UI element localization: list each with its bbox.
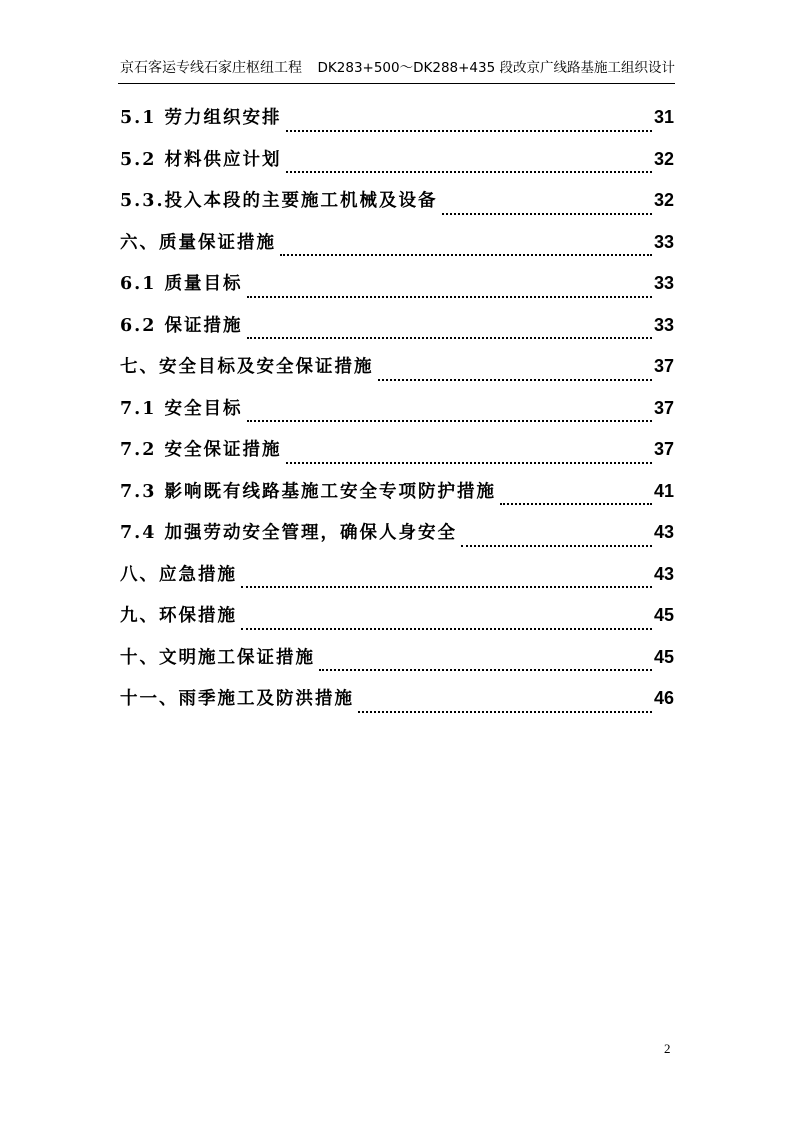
toc-entry[interactable]	[120, 310, 674, 352]
toc-dot-leader	[319, 669, 652, 671]
header-document-title: DK283+500～DK288+435 段改京广线路基施工组织设计	[317, 60, 675, 76]
toc-dot-leader	[241, 586, 652, 588]
header-project-name: 京石客运专线石家庄枢纽工程	[120, 60, 302, 76]
toc-entry-title: 6.2 保证措施	[120, 315, 243, 336]
toc-dot-leader	[247, 420, 652, 422]
toc-entry-page: 32	[653, 148, 674, 169]
toc-entry-page: 45	[653, 646, 674, 667]
toc-entry-page: 45	[653, 605, 674, 625]
table-of-contents	[120, 102, 674, 725]
toc-entry-title: 7.3 影响既有线路基施工安全专项防护措施	[120, 481, 497, 502]
toc-dot-leader	[378, 379, 652, 381]
toc-entry-title: 6.1 质量目标	[120, 274, 243, 294]
toc-entry-title: 七、安全目标及安全保证措施	[120, 357, 374, 377]
toc-entry-page: 43	[653, 563, 674, 584]
toc-entry[interactable]	[120, 393, 674, 435]
toc-dot-leader	[286, 130, 652, 132]
toc-dot-leader	[247, 296, 652, 298]
toc-entry[interactable]	[120, 268, 674, 310]
toc-entry-title: 7.1 安全目标	[120, 398, 243, 419]
toc-entry-title: 5.2 材料供应计划	[120, 149, 282, 170]
toc-dot-leader	[280, 254, 652, 256]
toc-entry-page: 37	[653, 397, 674, 418]
toc-entry-page: 32	[653, 190, 674, 210]
toc-dot-leader	[286, 462, 652, 464]
toc-entry-page: 41	[653, 480, 674, 501]
toc-entry-title: 六、质量保证措施	[120, 232, 276, 253]
toc-entry[interactable]	[120, 227, 674, 269]
toc-entry[interactable]	[120, 434, 674, 476]
toc-entry[interactable]	[120, 683, 674, 725]
toc-entry-title: 十、文明施工保证措施	[120, 647, 315, 668]
toc-entry[interactable]	[120, 559, 674, 601]
toc-dot-leader	[442, 213, 652, 215]
toc-entry[interactable]	[120, 642, 674, 684]
toc-dot-leader	[286, 171, 652, 173]
toc-entry-page: 31	[653, 107, 674, 127]
toc-dot-leader	[500, 503, 652, 505]
toc-entry-title: 八、应急措施	[120, 564, 237, 585]
toc-entry-title: 5.3.投入本段的主要施工机械及设备	[120, 191, 438, 211]
toc-entry-page: 33	[653, 314, 674, 335]
toc-entry[interactable]	[120, 144, 674, 186]
page-header	[118, 54, 675, 84]
toc-entry-title: 7.4 加强劳动安全管理，确保人身安全	[120, 523, 458, 543]
toc-entry-title: 九、环保措施	[120, 606, 237, 626]
toc-dot-leader	[241, 628, 652, 630]
toc-entry-page: 46	[653, 688, 674, 708]
toc-entry-page: 37	[653, 439, 674, 459]
toc-entry[interactable]	[120, 185, 674, 227]
toc-entry-page: 33	[653, 273, 674, 293]
toc-entry-title: 5.1 劳力组织安排	[120, 108, 282, 128]
toc-entry[interactable]	[120, 600, 674, 642]
toc-entry[interactable]	[120, 476, 674, 518]
toc-dot-leader	[358, 711, 652, 713]
toc-entry[interactable]	[120, 517, 674, 559]
toc-entry-title: 十一、雨季施工及防洪措施	[120, 689, 354, 709]
toc-dot-leader	[461, 545, 652, 547]
toc-entry-page: 43	[653, 522, 674, 542]
toc-entry-page: 37	[653, 356, 674, 376]
toc-entry-title: 7.2 安全保证措施	[120, 440, 282, 460]
toc-entry-page: 33	[653, 231, 674, 252]
toc-entry[interactable]	[120, 102, 674, 144]
toc-entry[interactable]	[120, 351, 674, 393]
page-number: 2	[664, 1041, 671, 1056]
toc-dot-leader	[247, 337, 652, 339]
